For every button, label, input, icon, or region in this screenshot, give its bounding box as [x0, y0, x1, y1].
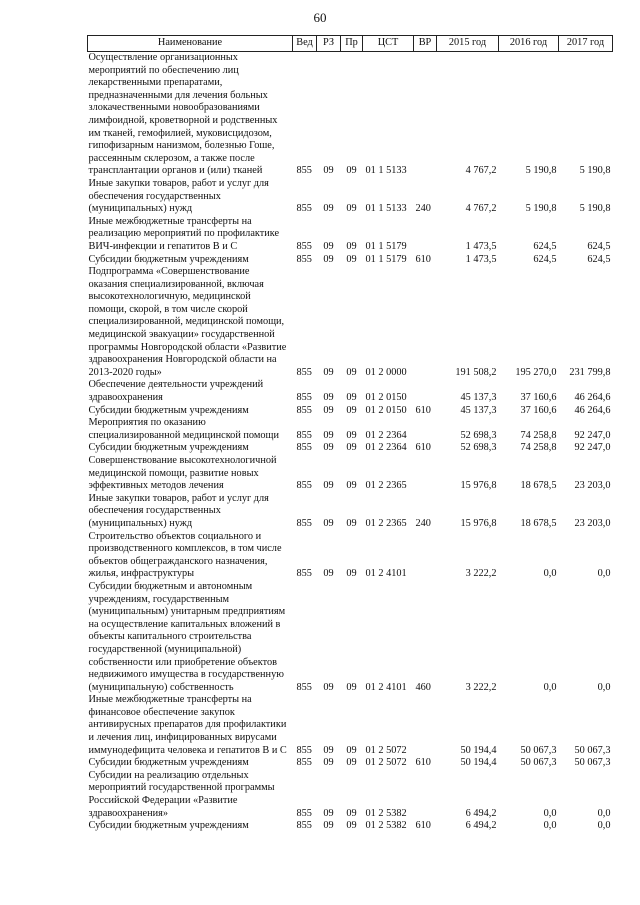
row-ved-cell: 855	[296, 442, 312, 454]
row-2017-value: 23 203,0	[574, 517, 611, 529]
row-vr-cell	[414, 379, 437, 404]
row-rz-cell: 09	[323, 807, 334, 819]
row-cst-cell: 01 2 0150	[365, 392, 407, 404]
row-ved-cell: 855	[296, 392, 312, 404]
row-rz-cell: 09	[323, 203, 334, 215]
row-2017-value: 46 264,6	[574, 404, 611, 416]
row-cst-cell: 01 1 5179	[365, 240, 407, 252]
column-header-rz: РЗ	[317, 36, 341, 52]
row-2016-value: 37 160,6	[520, 392, 557, 404]
row-ved-cell: 855	[296, 820, 312, 832]
row-2017-value: 231 799,8	[569, 366, 611, 378]
row-pr-cell: 09	[346, 568, 357, 580]
row-pr-cell: 09	[346, 253, 357, 265]
row-rz-cell: 09	[323, 568, 334, 580]
table-row	[88, 266, 613, 379]
row-ved-cell: 855	[296, 807, 312, 819]
budget-table	[87, 35, 613, 833]
row-name-cell: Осуществление организационных мероприятий по обеспечению лиц лекарственными препаратами, предназначенными для лечения больных злокачественными новообразованиями лимфоидной, кроветворной и родственных им тканей, гемофилией, муковисцидозом, гипофизарным нанизмом, болезнью Гоше, рассеянным склерозом, а также после трансплантации органов и (или) тканей	[88, 52, 278, 177]
row-vr-cell: 240	[415, 517, 431, 529]
row-2015-value: 4 767,2	[465, 203, 497, 215]
row-pr-cell: 09	[346, 404, 357, 416]
row-2017-value: 50 067,3	[574, 744, 611, 756]
row-ved-cell: 855	[296, 681, 312, 693]
row-name-cell: Подпрограмма «Совершенствование оказания специализированной, включая высокотехнологичную, медицинской помощи, скорой, в том числе скорой специализированной, медицинской помощи, медицинской эвакуации» государственной программы Новгородской области «Развитие здравоохранения Новгородской области на 2013-2020 годы»	[88, 266, 287, 378]
row-pr-cell: 09	[346, 820, 357, 832]
row-pr-cell: 09	[346, 203, 357, 215]
row-2017-value: 624,5	[587, 253, 611, 265]
row-ved-cell: 855	[296, 480, 312, 492]
row-cst-cell: 01 2 4101	[365, 681, 407, 693]
row-2017-value: 0,0	[597, 820, 611, 832]
row-2016-value: 0,0	[543, 568, 557, 580]
row-2017-value: 0,0	[597, 807, 611, 819]
row-name-cell: Субсидии бюджетным учреждениям	[88, 820, 249, 832]
table-row	[88, 417, 613, 442]
row-2017-value: 624,5	[587, 240, 611, 252]
row-2015-value: 6 494,2	[465, 820, 497, 832]
row-ved-cell: 855	[296, 165, 312, 177]
row-2015-value: 45 137,3	[460, 404, 497, 416]
row-pr-cell: 09	[346, 366, 357, 378]
column-header-2016: 2016 год	[499, 36, 559, 52]
row-rz-cell: 09	[323, 253, 334, 265]
row-2017-value: 0,0	[597, 681, 611, 693]
row-2015-value: 45 137,3	[460, 392, 497, 404]
row-2015-value: 6 494,2	[465, 807, 497, 819]
row-name-cell: Субсидии на реализацию отдельных мероприятий государственной программы Российской Федерации «Развитие здравоохранения»	[88, 769, 275, 819]
row-ved-cell: 855	[296, 429, 312, 441]
row-rz-cell: 09	[323, 820, 334, 832]
row-cst-cell: 01 2 4101	[365, 568, 407, 580]
table-header	[88, 36, 613, 52]
row-ved-cell: 855	[296, 203, 312, 215]
row-2016-value: 0,0	[543, 807, 557, 819]
row-name-cell: Иные межбюджетные трансферты на финансовое обеспечение закупок антивирусных препаратов для профилактики и лечения лиц, инфицированных вирусами иммунодефицита человека и гепатитов В и С	[88, 694, 287, 756]
row-vr-cell: 610	[415, 757, 431, 769]
row-2017-value: 5 190,8	[579, 165, 611, 177]
row-rz-cell: 09	[323, 757, 334, 769]
row-vr-cell	[414, 770, 437, 820]
column-header-ved: Вед	[293, 36, 317, 52]
row-2015-value: 52 698,3	[460, 442, 497, 454]
column-header-2017: 2017 год	[559, 36, 613, 52]
column-header-pr: Пр	[341, 36, 363, 52]
row-cst-cell: 01 2 0000	[365, 366, 407, 378]
row-cst-cell: 01 1 5179	[365, 253, 407, 265]
row-2015-value: 3 222,2	[465, 681, 497, 693]
row-vr-cell	[414, 266, 437, 379]
row-rz-cell: 09	[323, 429, 334, 441]
row-name-cell: Совершенствование высокотехнологичной медицинской помощи, развитие новых эффективных методов лечения	[88, 455, 277, 492]
column-header-cst: ЦСТ	[363, 36, 414, 52]
row-pr-cell: 09	[346, 517, 357, 529]
column-header-vr: ВР	[414, 36, 437, 52]
table-row	[88, 820, 613, 833]
row-ved-cell: 855	[296, 757, 312, 769]
row-rz-cell: 09	[323, 165, 334, 177]
row-cst-cell: 01 2 2364	[365, 442, 407, 454]
row-2017-value: 92 247,0	[574, 442, 611, 454]
table-row	[88, 455, 613, 493]
row-vr-cell	[414, 455, 437, 493]
row-vr-cell: 610	[415, 253, 431, 265]
row-vr-cell: 240	[415, 203, 431, 215]
row-rz-cell: 09	[323, 681, 334, 693]
column-header-name: Наименование	[88, 36, 293, 52]
row-2016-value: 18 678,5	[520, 480, 557, 492]
row-2016-value: 5 190,8	[525, 203, 557, 215]
row-2016-value: 195 270,0	[515, 366, 557, 378]
row-2016-value: 50 067,3	[520, 757, 557, 769]
row-rz-cell: 09	[323, 744, 334, 756]
row-vr-cell: 610	[415, 404, 431, 416]
row-vr-cell: 460	[415, 681, 431, 693]
row-2017-value: 46 264,6	[574, 392, 611, 404]
row-2015-value: 15 976,8	[460, 480, 497, 492]
column-header-2015: 2015 год	[437, 36, 499, 52]
row-2015-value: 191 508,2	[455, 366, 497, 378]
row-2015-value: 50 194,4	[460, 744, 497, 756]
row-ved-cell: 855	[296, 240, 312, 252]
row-cst-cell: 01 1 5133	[365, 165, 407, 177]
page-number: 60	[313, 10, 327, 25]
row-ved-cell: 855	[296, 253, 312, 265]
row-ved-cell: 855	[296, 404, 312, 416]
row-rz-cell: 09	[323, 392, 334, 404]
table-row	[88, 694, 613, 757]
table-row	[88, 581, 613, 694]
row-name-cell: Субсидии бюджетным учреждениям	[88, 442, 249, 454]
row-cst-cell: 01 2 2365	[365, 480, 407, 492]
table-row	[88, 770, 613, 820]
row-vr-cell	[414, 531, 437, 581]
row-2015-value: 15 976,8	[460, 517, 497, 529]
table-row	[88, 405, 613, 418]
row-name-cell: Субсидии бюджетным и автономным учреждениям, государственным (муниципальным) унитарным предприятиям на осуществление капитальных вложений в объекты капитального строительства государственной (муниципальной) собственности или приобретение объектов недвижимого имущества в государственную (муниципальную) собственность	[88, 580, 286, 693]
table-row	[88, 216, 613, 254]
row-2017-value: 23 203,0	[574, 480, 611, 492]
row-rz-cell: 09	[323, 517, 334, 529]
row-2016-value: 74 258,8	[520, 429, 557, 441]
row-2017-value: 0,0	[597, 568, 611, 580]
row-vr-cell	[414, 694, 437, 757]
row-name-cell: Мероприятия по оказанию специализированной медицинской помощи	[88, 417, 279, 441]
row-pr-cell: 09	[346, 807, 357, 819]
row-2016-value: 50 067,3	[520, 744, 557, 756]
row-vr-cell	[414, 52, 437, 178]
row-pr-cell: 09	[346, 480, 357, 492]
row-cst-cell: 01 2 5072	[365, 757, 407, 769]
row-ved-cell: 855	[296, 568, 312, 580]
row-cst-cell: 01 2 2365	[365, 517, 407, 529]
row-2017-value: 5 190,8	[579, 203, 611, 215]
row-cst-cell: 01 2 5382	[365, 807, 407, 819]
row-ved-cell: 855	[296, 366, 312, 378]
row-name-cell: Строительство объектов социального и производственного комплексов, в том числе объектов общегражданского назначения, жилья, инфраструктуры	[88, 530, 282, 580]
row-vr-cell	[414, 216, 437, 254]
row-pr-cell: 09	[346, 392, 357, 404]
row-rz-cell: 09	[323, 366, 334, 378]
row-name-cell: Обеспечение деятельности учреждений здравоохранения	[88, 379, 264, 404]
table-row	[88, 254, 613, 267]
row-rz-cell: 09	[323, 404, 334, 416]
row-rz-cell: 09	[323, 442, 334, 454]
row-ved-cell: 855	[296, 517, 312, 529]
row-2016-value: 5 190,8	[525, 165, 557, 177]
row-pr-cell: 09	[346, 744, 357, 756]
row-pr-cell: 09	[346, 681, 357, 693]
row-name-cell: Иные закупки товаров, работ и услуг для обеспечения государственных (муниципальных) нужд	[88, 492, 269, 529]
row-2015-value: 3 222,2	[465, 568, 497, 580]
row-2016-value: 18 678,5	[520, 517, 557, 529]
row-cst-cell: 01 2 5072	[365, 744, 407, 756]
row-2017-value: 50 067,3	[574, 757, 611, 769]
table-row	[88, 757, 613, 770]
row-2015-value: 1 473,5	[465, 253, 497, 265]
row-cst-cell: 01 2 2364	[365, 429, 407, 441]
table-body	[88, 52, 613, 833]
row-vr-cell	[414, 417, 437, 442]
row-2015-value: 4 767,2	[465, 165, 497, 177]
row-ved-cell: 855	[296, 744, 312, 756]
row-name-cell: Иные межбюджетные трансферты на реализацию мероприятий по профилактике ВИЧ-инфекции и гепатитов В и С	[88, 215, 280, 252]
row-2015-value: 1 473,5	[465, 240, 497, 252]
row-2016-value: 0,0	[543, 681, 557, 693]
table-row	[88, 493, 613, 531]
row-pr-cell: 09	[346, 757, 357, 769]
row-vr-cell: 610	[415, 442, 431, 454]
row-2016-value: 74 258,8	[520, 442, 557, 454]
row-2015-value: 52 698,3	[460, 429, 497, 441]
row-name-cell: Субсидии бюджетным учреждениям	[88, 253, 249, 265]
row-pr-cell: 09	[346, 429, 357, 441]
row-2016-value: 624,5	[533, 240, 557, 252]
row-name-cell: Субсидии бюджетным учреждениям	[88, 404, 249, 416]
row-rz-cell: 09	[323, 240, 334, 252]
row-2016-value: 0,0	[543, 820, 557, 832]
row-pr-cell: 09	[346, 240, 357, 252]
table-row	[88, 379, 613, 404]
row-pr-cell: 09	[346, 165, 357, 177]
row-2016-value: 624,5	[533, 253, 557, 265]
row-vr-cell: 610	[415, 820, 431, 832]
row-name-cell: Субсидии бюджетным учреждениям	[88, 757, 249, 769]
row-cst-cell: 01 2 0150	[365, 404, 407, 416]
row-2016-value: 37 160,6	[520, 404, 557, 416]
table-row	[88, 52, 613, 178]
row-name-cell: Иные закупки товаров, работ и услуг для обеспечения государственных (муниципальных) нужд	[88, 177, 269, 215]
row-cst-cell: 01 1 5133	[365, 203, 407, 215]
table-row	[88, 178, 613, 216]
table-row	[88, 442, 613, 455]
table-row	[88, 531, 613, 581]
row-cst-cell: 01 2 5382	[365, 820, 407, 832]
row-rz-cell: 09	[323, 480, 334, 492]
row-2017-value: 92 247,0	[574, 429, 611, 441]
row-2015-value: 50 194,4	[460, 757, 497, 769]
row-pr-cell: 09	[346, 442, 357, 454]
